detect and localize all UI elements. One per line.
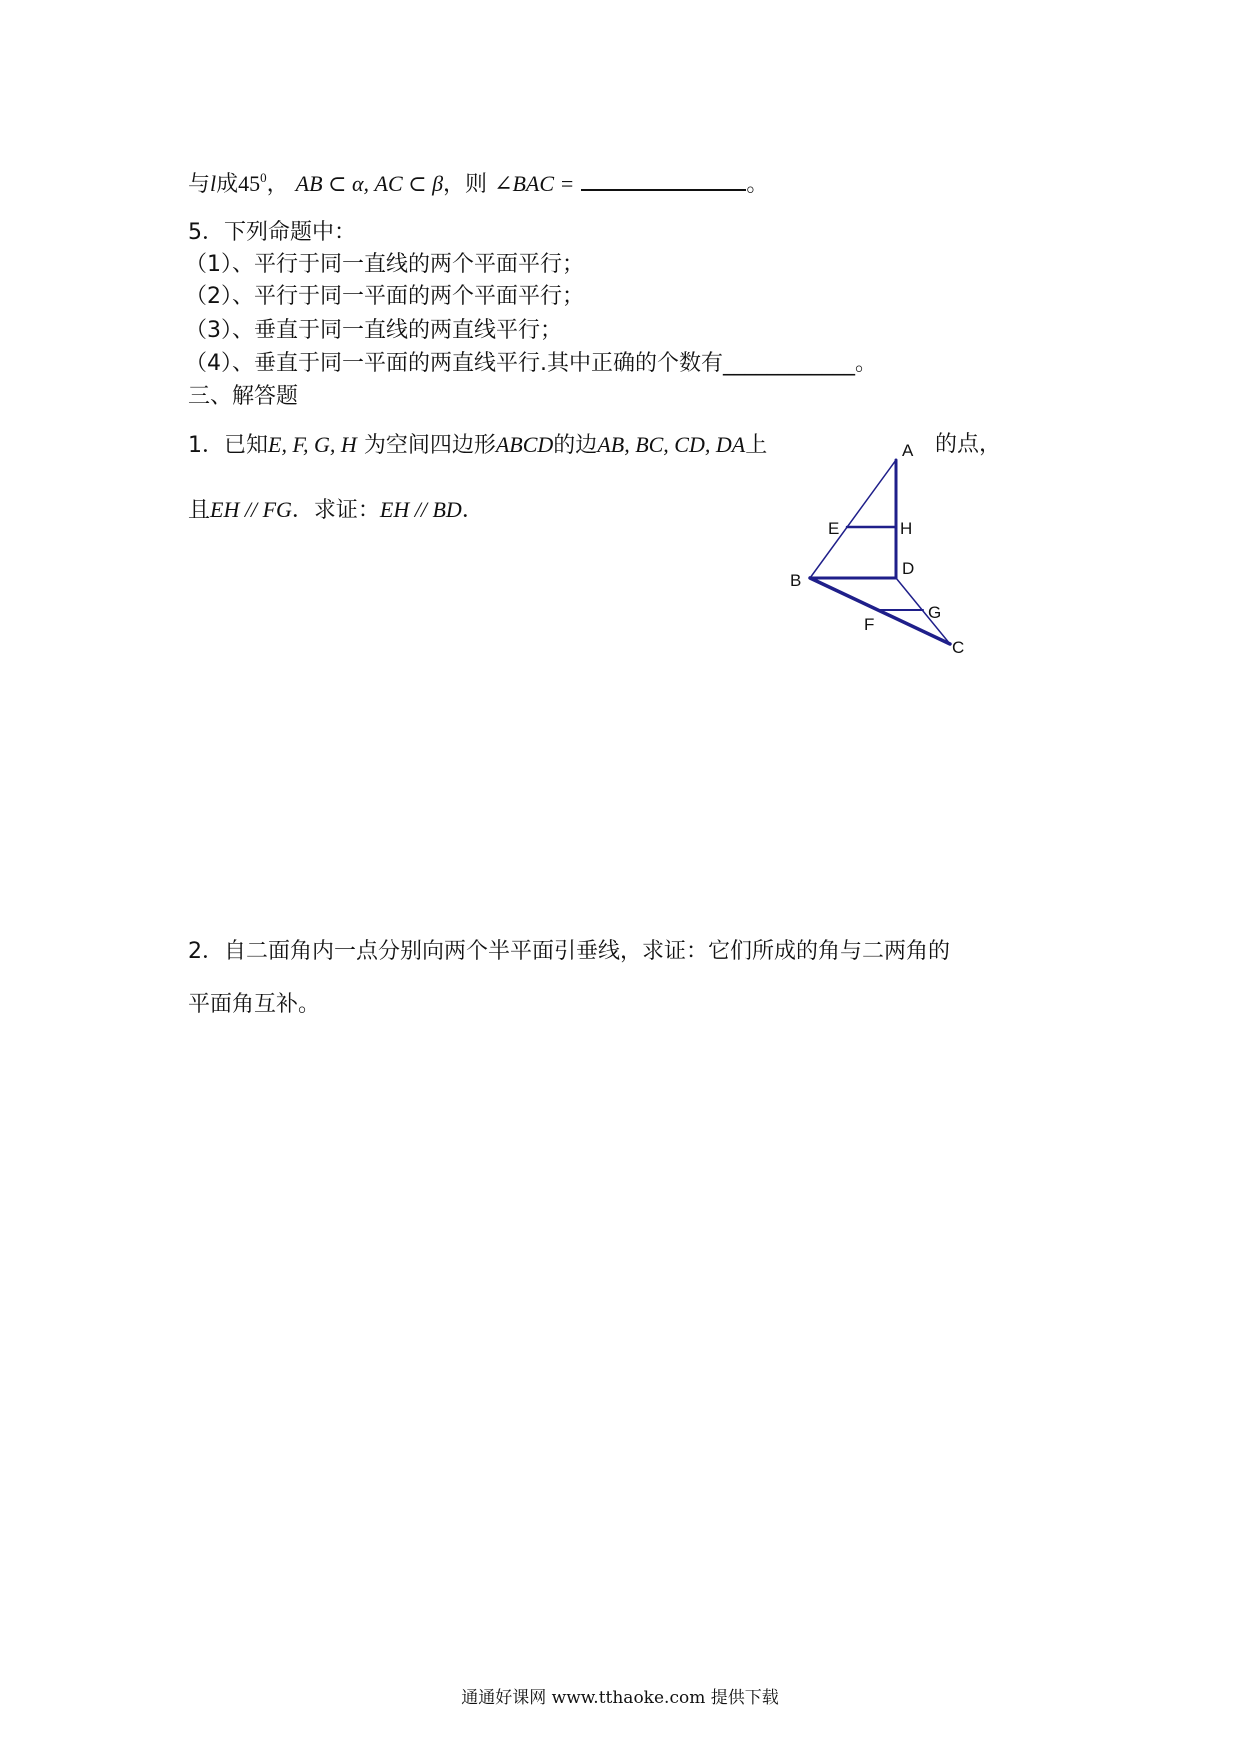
label-f: F bbox=[864, 615, 875, 634]
q5-item-4-text: （4）、垂直于同一平面的两直线平行.其中正确的个数有 bbox=[185, 351, 723, 376]
quadrilateral-figure bbox=[780, 430, 980, 670]
q4-line-l: l bbox=[210, 171, 217, 196]
label-b: B bbox=[790, 571, 802, 590]
page-footer: 通通好课网 www.tthaoke.com 提供下载 bbox=[461, 1688, 779, 1708]
q5-end: 。 bbox=[855, 351, 878, 376]
label-e: E bbox=[828, 519, 840, 538]
label-h: H bbox=[900, 519, 913, 538]
q4-sep2: ，则 bbox=[443, 172, 488, 197]
q4-sep1: ， bbox=[266, 172, 289, 197]
p2-line2: 平面角互补。 bbox=[188, 992, 321, 1017]
q4-angle: ∠BAC = bbox=[494, 171, 575, 196]
label-a: A bbox=[902, 441, 914, 460]
q4-tail-line bbox=[188, 171, 768, 196]
edge-ab bbox=[810, 460, 896, 578]
p1-prove: EH // BD bbox=[379, 497, 462, 522]
p1-given: EH // FG bbox=[210, 497, 292, 522]
p1-line1-end: 的点， bbox=[935, 432, 1002, 457]
q4-degree: $45^0$ bbox=[238, 170, 267, 196]
label-d: D bbox=[902, 559, 915, 578]
answer-blank-dashed[interactable]: ____________ bbox=[723, 351, 855, 376]
p2-line1: 2．自二面角内一点分别向两个半平面引垂线，求证：它们所成的角与二两角的 bbox=[188, 939, 950, 964]
q4-prefix: 与 bbox=[188, 172, 211, 197]
q5-item-3: （3）、垂直于同一直线的两直线平行； bbox=[185, 318, 562, 343]
p1-sides: AB, BC, CD, DA bbox=[597, 432, 746, 457]
q4-condition: AB ⊂ α, AC ⊂ β bbox=[295, 171, 444, 196]
q5-item-2: （2）、平行于同一平面的两个平面平行； bbox=[185, 284, 584, 309]
label-c: C bbox=[952, 638, 965, 657]
p1-points: E, F, G, H bbox=[268, 432, 357, 457]
answer-blank[interactable] bbox=[581, 171, 746, 191]
p1-line1: 1．已知E, F, G, H 为空间四边形ABCD的边AB, BC, CD, DA上 bbox=[188, 432, 768, 458]
q5-stem: 5．下列命题中： bbox=[188, 220, 356, 245]
p1-line2: 且EH // FG．求证：EH // BD． bbox=[188, 497, 484, 523]
section-title: 三、解答题 bbox=[188, 384, 299, 409]
q5-item-4 bbox=[185, 353, 877, 375]
label-g: G bbox=[928, 603, 942, 622]
q4-end: 。 bbox=[746, 172, 769, 197]
q5-item-1: （1）、平行于同一直线的两个平面平行； bbox=[185, 252, 584, 277]
p1-quad: ABCD bbox=[495, 432, 554, 457]
q4-mid: 成 bbox=[216, 172, 239, 197]
